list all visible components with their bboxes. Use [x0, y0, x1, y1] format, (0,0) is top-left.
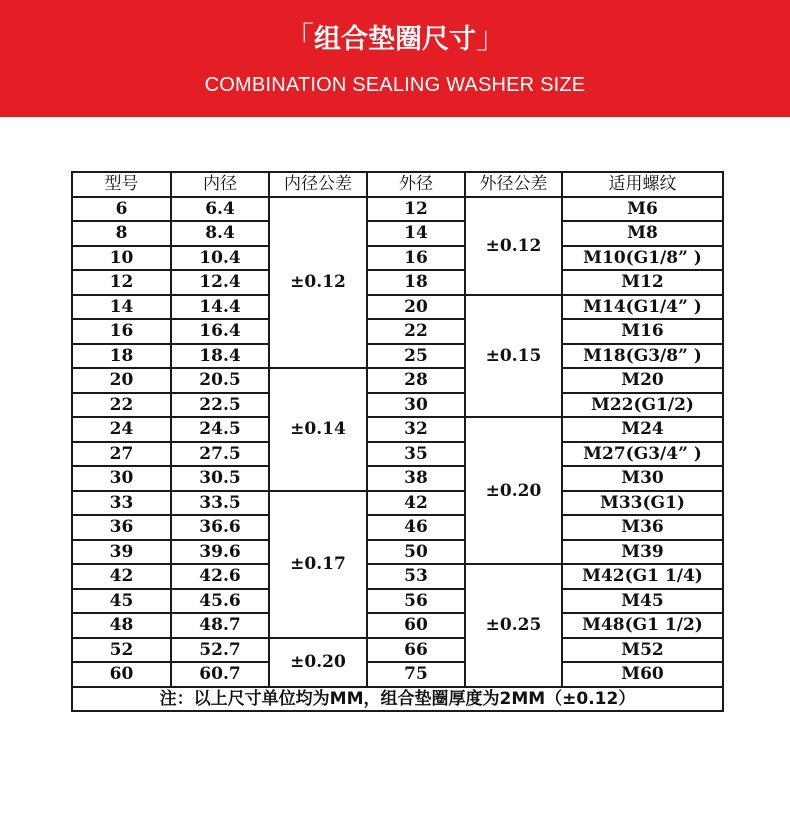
inner-tolerance-cell: ±0.12: [269, 197, 367, 369]
inner-diameter-cell: 18.4: [171, 344, 269, 369]
inner-diameter-cell: 36.6: [171, 515, 269, 540]
thread-cell: M33(G1): [562, 491, 723, 516]
model-cell: 24: [72, 417, 171, 442]
outer-diameter-cell: 66: [367, 638, 465, 663]
header-model: 型号: [72, 172, 171, 197]
table-row: [72, 564, 723, 589]
model-cell: 18: [72, 344, 171, 369]
header-thread: 适用螺纹: [562, 172, 723, 197]
inner-diameter-cell: 30.5: [171, 466, 269, 491]
model-cell: 60: [72, 662, 171, 687]
inner-diameter-cell: 52.7: [171, 638, 269, 663]
model-cell: 8: [72, 221, 171, 246]
outer-diameter-cell: 18: [367, 270, 465, 295]
model-cell: 16: [72, 319, 171, 344]
table-row: [72, 319, 723, 344]
outer-diameter-cell: 32: [367, 417, 465, 442]
outer-tolerance-cell: ±0.20: [465, 417, 562, 564]
thread-cell: M18(G3/8” ): [562, 344, 723, 369]
outer-diameter-cell: 46: [367, 515, 465, 540]
outer-diameter-cell: 20: [367, 295, 465, 320]
inner-diameter-cell: 33.5: [171, 491, 269, 516]
inner-diameter-cell: 20.5: [171, 368, 269, 393]
thread-cell: M39: [562, 540, 723, 565]
thread-cell: M6: [562, 197, 723, 222]
table-row: [72, 540, 723, 565]
outer-tolerance-cell: ±0.12: [465, 197, 562, 295]
model-cell: 20: [72, 368, 171, 393]
table-row: [72, 442, 723, 467]
thread-cell: M42(G1 1/4): [562, 564, 723, 589]
model-cell: 12: [72, 270, 171, 295]
thread-cell: M60: [562, 662, 723, 687]
table-row: [72, 515, 723, 540]
outer-diameter-cell: 56: [367, 589, 465, 614]
outer-diameter-cell: 50: [367, 540, 465, 565]
model-cell: 10: [72, 246, 171, 271]
table-row: [72, 368, 723, 393]
model-cell: 22: [72, 393, 171, 418]
table-row: [72, 491, 723, 516]
thread-cell: M27(G3/4” ): [562, 442, 723, 467]
model-cell: 33: [72, 491, 171, 516]
inner-diameter-cell: 42.6: [171, 564, 269, 589]
model-cell: 52: [72, 638, 171, 663]
thread-cell: M12: [562, 270, 723, 295]
banner-subtitle: COMBINATION SEALING WASHER SIZE: [204, 74, 586, 96]
outer-diameter-cell: 30: [367, 393, 465, 418]
title-banner: [0, 0, 790, 117]
washer-size-table: [71, 171, 724, 712]
model-cell: 45: [72, 589, 171, 614]
inner-diameter-cell: 12.4: [171, 270, 269, 295]
inner-diameter-cell: 16.4: [171, 319, 269, 344]
model-cell: 14: [72, 295, 171, 320]
table-row: [72, 197, 723, 222]
model-cell: 48: [72, 613, 171, 638]
thread-cell: M8: [562, 221, 723, 246]
model-cell: 39: [72, 540, 171, 565]
table-row: [72, 589, 723, 614]
outer-tolerance-cell: ±0.25: [465, 564, 562, 687]
table-row: [72, 246, 723, 271]
outer-diameter-cell: 42: [367, 491, 465, 516]
inner-tolerance-cell: ±0.14: [269, 368, 367, 491]
table-row: [72, 613, 723, 638]
inner-diameter-cell: 39.6: [171, 540, 269, 565]
header-outer-diameter: 外径: [367, 172, 465, 197]
inner-diameter-cell: 10.4: [171, 246, 269, 271]
thread-cell: M14(G1/4” ): [562, 295, 723, 320]
thread-cell: M16: [562, 319, 723, 344]
thread-cell: M10(G1/8” ): [562, 246, 723, 271]
inner-diameter-cell: 27.5: [171, 442, 269, 467]
table-row: [72, 221, 723, 246]
header-inner-diameter: 内径: [171, 172, 269, 197]
table-note: 注：以上尺寸单位均为MM，组合垫圈厚度为2MM（±0.12）: [72, 687, 723, 712]
title-text: 组合垫圈尺寸: [314, 24, 476, 55]
table-row: [72, 638, 723, 663]
outer-diameter-cell: 12: [367, 197, 465, 222]
inner-diameter-cell: 14.4: [171, 295, 269, 320]
outer-diameter-cell: 53: [367, 564, 465, 589]
outer-diameter-cell: 22: [367, 319, 465, 344]
inner-diameter-cell: 6.4: [171, 197, 269, 222]
thread-cell: M45: [562, 589, 723, 614]
inner-tolerance-cell: ±0.20: [269, 638, 367, 687]
outer-diameter-cell: 75: [367, 662, 465, 687]
inner-diameter-cell: 60.7: [171, 662, 269, 687]
title-bracket-left: 「: [284, 21, 314, 56]
outer-diameter-cell: 38: [367, 466, 465, 491]
inner-diameter-cell: 45.6: [171, 589, 269, 614]
thread-cell: M24: [562, 417, 723, 442]
thread-cell: M20: [562, 368, 723, 393]
inner-tolerance-cell: ±0.17: [269, 491, 367, 638]
table-row: [72, 393, 723, 418]
outer-diameter-cell: 16: [367, 246, 465, 271]
thread-cell: M36: [562, 515, 723, 540]
outer-diameter-cell: 25: [367, 344, 465, 369]
outer-tolerance-cell: ±0.15: [465, 295, 562, 418]
thread-cell: M30: [562, 466, 723, 491]
inner-diameter-cell: 24.5: [171, 417, 269, 442]
outer-diameter-cell: 14: [367, 221, 465, 246]
table-row: [72, 344, 723, 369]
thread-cell: M52: [562, 638, 723, 663]
header-outer-tolerance: 外径公差: [465, 172, 562, 197]
table-row: [72, 417, 723, 442]
thread-cell: M48(G1 1/2): [562, 613, 723, 638]
model-cell: 30: [72, 466, 171, 491]
table-row: [72, 466, 723, 491]
table-header-row: [72, 172, 723, 197]
outer-diameter-cell: 28: [367, 368, 465, 393]
outer-diameter-cell: 60: [367, 613, 465, 638]
model-cell: 36: [72, 515, 171, 540]
table-note-row: [72, 687, 723, 712]
inner-diameter-cell: 22.5: [171, 393, 269, 418]
title-bracket-right: 」: [476, 21, 506, 56]
inner-diameter-cell: 8.4: [171, 221, 269, 246]
model-cell: 6: [72, 197, 171, 222]
model-cell: 27: [72, 442, 171, 467]
table-row: [72, 270, 723, 295]
table-row: [72, 662, 723, 687]
table-row: [72, 295, 723, 320]
banner-title: [0, 17, 790, 62]
thread-cell: M22(G1/2): [562, 393, 723, 418]
inner-diameter-cell: 48.7: [171, 613, 269, 638]
model-cell: 42: [72, 564, 171, 589]
header-inner-tolerance: 内径公差: [269, 172, 367, 197]
outer-diameter-cell: 35: [367, 442, 465, 467]
